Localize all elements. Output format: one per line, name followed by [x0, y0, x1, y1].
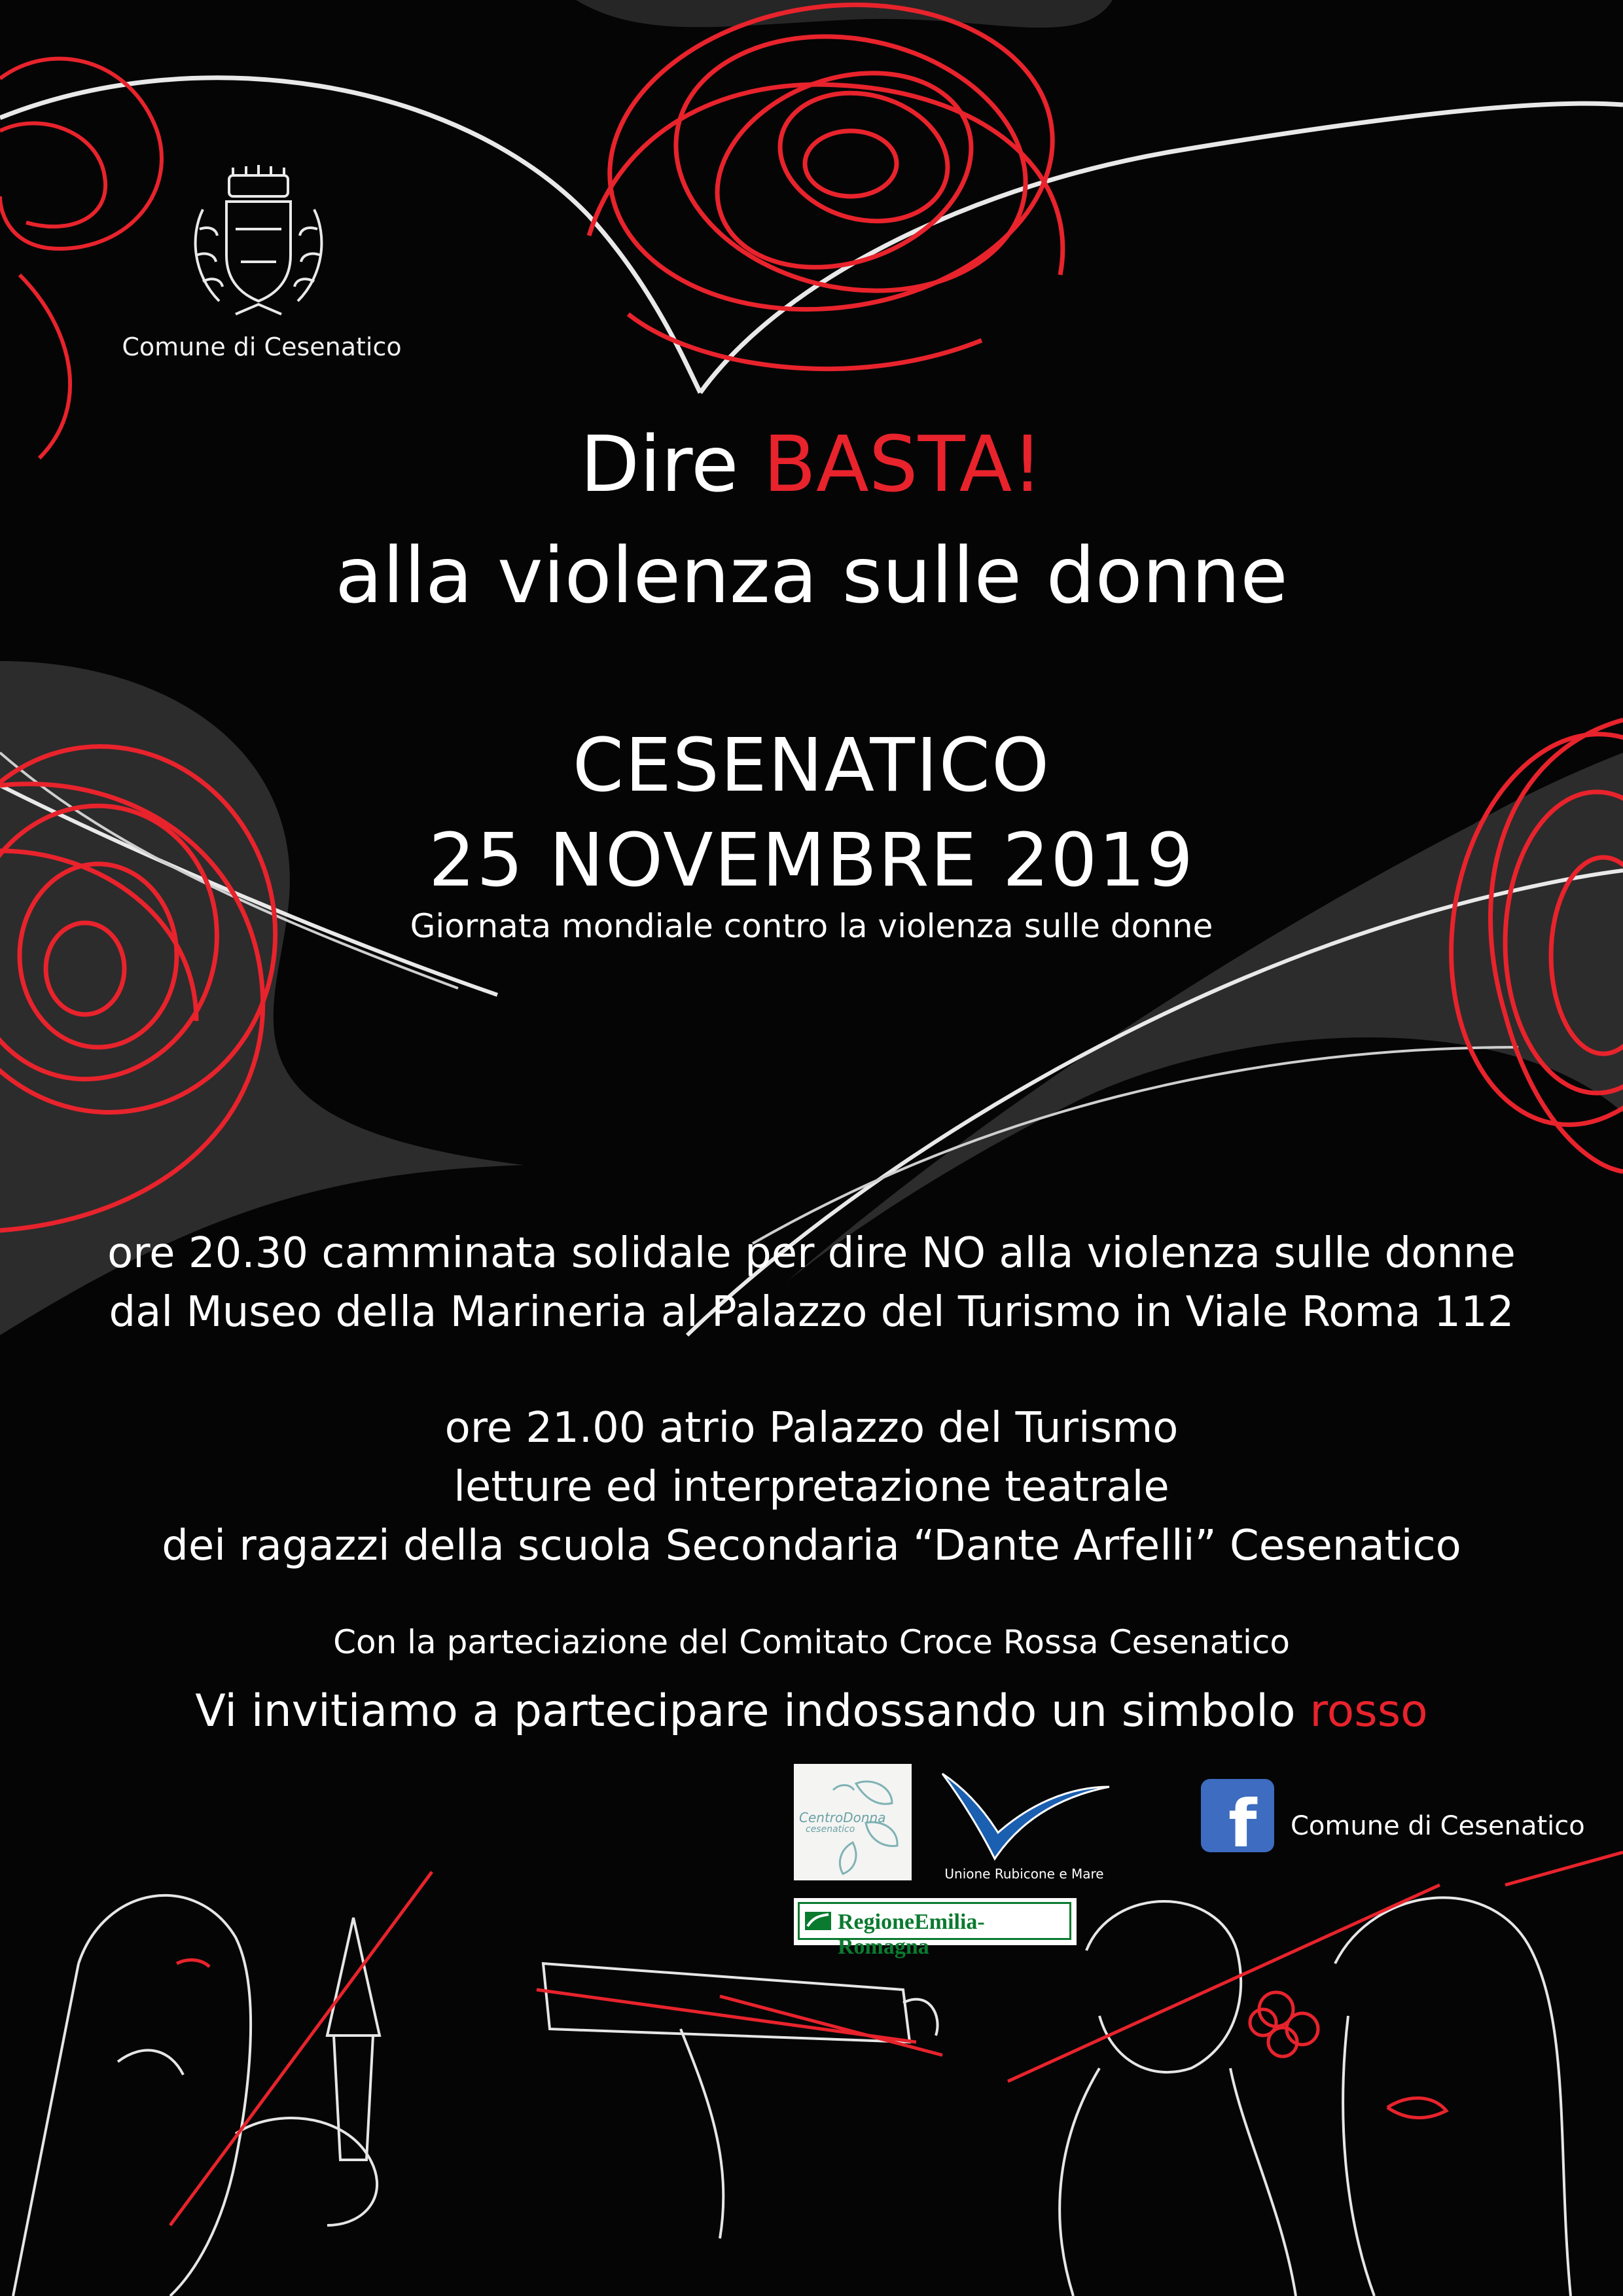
participation-note: Con la parteciazione del Comitato Croce Rossa Cesenatico	[333, 1623, 1290, 1661]
reading-line-1: ore 21.00 atrio Palazzo del Turismo	[444, 1404, 1179, 1452]
facebook-glyph: f	[1228, 1785, 1257, 1862]
title-prefix: Dire	[580, 419, 739, 509]
crest-label: Comune di Cesenatico	[122, 332, 402, 361]
regione-mark-icon	[802, 1905, 834, 1937]
facebook-icon[interactable]	[1201, 1779, 1274, 1862]
unione-rubicone-logo	[936, 1761, 1113, 1882]
centro-donna-logo	[794, 1764, 912, 1880]
walk-line-1: ore 20.30 camminata solidale per dire NO alla violenza sulle donne	[107, 1229, 1516, 1278]
city-crest-graphic	[164, 164, 353, 327]
walk-line-2: dal Museo della Marineria al Palazzo del Turismo in Viale Roma 112	[109, 1288, 1514, 1336]
event-date: 25 NOVEMBRE 2019	[428, 818, 1195, 903]
unione-check-mark	[936, 1761, 1113, 1865]
woman-right-outline	[1335, 1897, 1571, 2296]
centro-donna-sub: cesenatico	[806, 1824, 855, 1835]
regione-frame	[798, 1902, 1071, 1959]
facebook-page-label[interactable]: Comune di Cesenatico	[1291, 1811, 1585, 1841]
invite-prefix: Vi invitiamo a partecipare indossando un simbolo	[195, 1685, 1296, 1737]
regione-emilia-romagna-logo	[794, 1898, 1077, 1959]
city-crest-icon	[164, 164, 353, 327]
event-subtitle: Giornata mondiale contro la violenza sulle donne	[410, 907, 1213, 945]
invite-line	[0, 1685, 1623, 1737]
reading-line-3: dei ragazzi della scuola Secondaria “Dante Arfelli” Cesenatico	[162, 1522, 1461, 1570]
white-heart-stroke-2	[700, 103, 1623, 393]
title-line-2: alla violenza sulle donne	[335, 530, 1288, 620]
title-line-1	[0, 419, 1623, 509]
unione-rubicone-name: Unione Rubicone e Mare	[944, 1866, 1104, 1882]
event-city: CESENATICO	[572, 723, 1051, 808]
regione-name: RegioneEmilia-Romagna	[838, 1910, 985, 1959]
woman-left-outline	[79, 1895, 251, 2296]
bottom-figures	[13, 1895, 1571, 2296]
title-highlight: BASTA!	[763, 419, 1043, 509]
reading-line-2: letture ed interpretazione teatrale	[454, 1463, 1169, 1511]
red-rose-top-left	[0, 59, 162, 458]
centro-donna-name: CentroDonna	[799, 1810, 886, 1825]
invite-highlight: rosso	[1310, 1685, 1428, 1737]
white-heart-stroke-5	[753, 1047, 1518, 1244]
